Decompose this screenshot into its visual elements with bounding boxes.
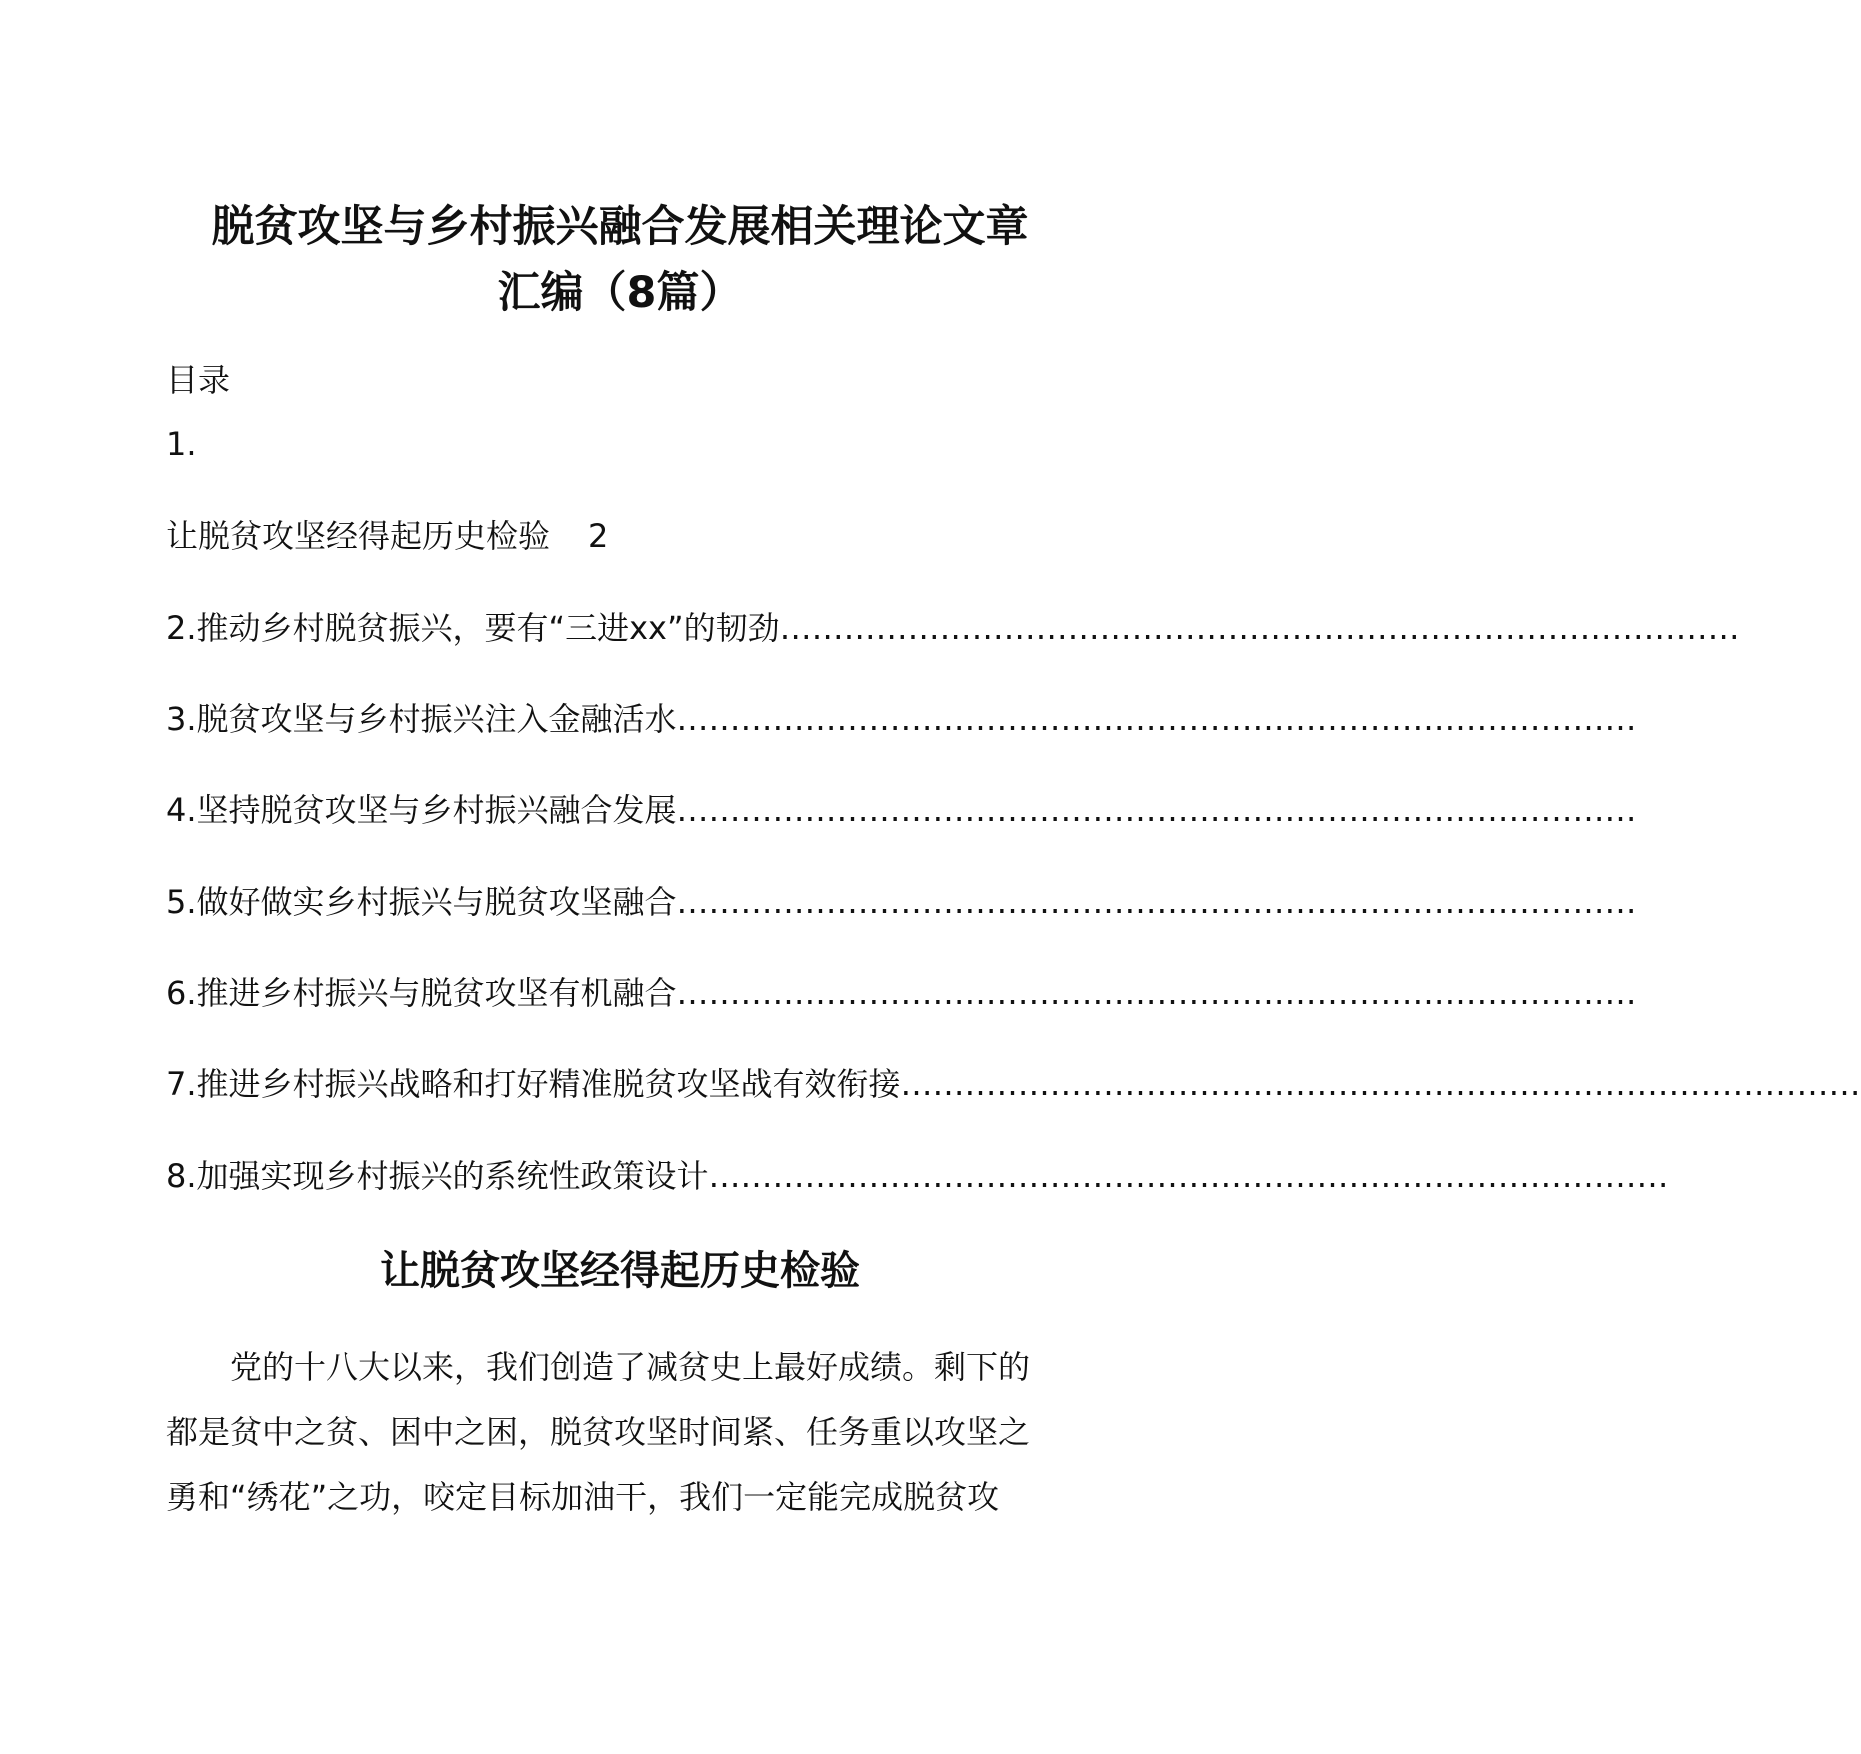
toc-item-text: 让脱贫攻坚经得起历史检验 [166,517,551,555]
toc-item-text: 8.加强实现乡村振兴的系统性政策设计 [166,1157,709,1195]
toc-dot-leader: ……………………………………………………………………………… [676,700,1637,738]
toc-item-text: 7.推进乡村振兴战略和打好精准脱贫攻坚战有效衔接 [166,1065,901,1103]
toc-item-7[interactable] [166,1062,1861,1106]
body-paragraph-line: 勇和“绣花”之功，咬定目标加油干，我们一定能完成脱贫攻 [166,1478,1000,1516]
toc-item-8[interactable] [166,1154,1669,1198]
toc-item-6[interactable] [166,971,1637,1015]
toc-dot-leader: ……………………………………………………………………………… [708,1157,1669,1195]
document-title-line-2: 汇编（8篇） [497,268,743,318]
toc-dot-leader: ……………………………………………………………………………… [676,974,1637,1012]
toc-item-1[interactable] [166,514,1240,558]
section-title: 让脱贫攻坚经得起历史检验 [380,1248,860,1294]
toc-item-2[interactable] [166,606,1740,650]
toc-item-text: 5.做好做实乡村振兴与脱贫攻坚融合 [166,883,677,921]
toc-dot-leader: ……………………………………………………………………………… [779,609,1740,647]
toc-item-5[interactable] [166,880,1637,924]
toc-item-text: 2.推动乡村脱贫振兴，要有“三进xx”的韧劲 [166,609,780,647]
toc-item-4[interactable] [166,788,1637,832]
body-paragraph-line: 党的十八大以来，我们创造了减贫史上最好成绩。剩下的 [166,1348,1031,1386]
toc-dot-leader: ……………………………………………………………………………… [676,883,1637,921]
toc-item-page-number: 2 [588,517,609,555]
body-paragraph-line: 都是贫中之贫、困中之困，脱贫攻坚时间紧、任务重以攻坚之 [166,1413,1031,1451]
toc-item-text: 3.脱贫攻坚与乡村振兴注入金融活水 [166,700,677,738]
toc-item-text: 6.推进乡村振兴与脱贫攻坚有机融合 [166,974,677,1012]
toc-item-number: 1. [166,425,197,463]
toc-item-text: 4.坚持脱贫攻坚与乡村振兴融合发展 [166,791,677,829]
toc-dot-leader: ……………………………………………………………………………… [900,1065,1861,1103]
toc-dot-leader: ……………………………………………………………………………… [676,791,1637,829]
document-title-line-1: 脱贫攻坚与乡村振兴融合发展相关理论文章 [211,202,1029,252]
toc-item-3[interactable] [166,697,1637,741]
toc-item-1-number [166,422,1240,466]
toc-heading: 目录 [166,361,231,399]
